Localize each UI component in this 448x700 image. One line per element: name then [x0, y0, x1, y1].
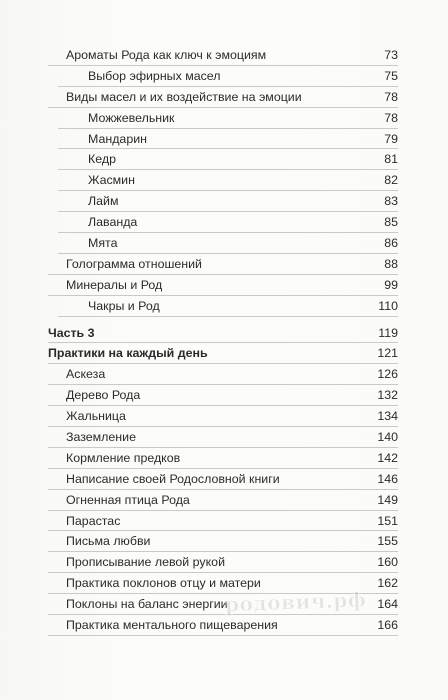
toc-page-number: 83 — [384, 194, 398, 209]
toc-page-number: 160 — [377, 555, 398, 570]
toc-page-number: 126 — [377, 367, 398, 382]
toc-entry-title: Мандарин — [88, 131, 147, 146]
toc-page-number: 166 — [377, 618, 398, 633]
toc-entry-title: Чакры и Род — [88, 298, 160, 313]
toc-entry-title: Письма любви — [66, 534, 151, 549]
toc-page-number: 162 — [377, 576, 398, 591]
toc-entry — [48, 531, 398, 552]
toc-page-number: 119 — [378, 325, 398, 340]
toc-entry-title: Кедр — [88, 152, 116, 167]
toc-page-number: 140 — [377, 430, 398, 445]
toc-entry-title: Лайм — [88, 194, 119, 209]
toc-page-number: 121 — [377, 346, 398, 361]
toc-entry-title: Часть 3 — [48, 325, 95, 340]
toc-entry-title: Практика ментального пищеварения — [66, 618, 278, 633]
toc-entry — [48, 490, 398, 511]
toc-entry — [48, 275, 398, 296]
toc-page-number: 73 — [384, 48, 398, 62]
toc-entry — [48, 448, 398, 469]
toc-entry-title: Голограмма отношений — [66, 256, 202, 271]
toc-page-number: 88 — [384, 256, 398, 271]
site-watermark: родович.рф — [224, 587, 367, 617]
toc-entry-title: Жасмин — [88, 173, 135, 188]
toc-page-number: 86 — [384, 236, 398, 251]
toc-entry-title: Жальница — [66, 409, 126, 424]
toc-page-number: 78 — [384, 110, 398, 125]
toc-page-number: 155 — [377, 534, 398, 549]
toc-page-number: 82 — [384, 173, 398, 188]
toc-section-entry — [48, 343, 398, 364]
toc-section-entry — [48, 323, 398, 344]
toc-entry-title: Практики на каждый день — [48, 346, 208, 361]
toc-entry — [58, 108, 398, 129]
toc-page-number: 110 — [378, 298, 398, 313]
table-of-contents — [48, 45, 398, 636]
toc-page-number: 134 — [377, 409, 398, 424]
toc-page-number: 81 — [384, 152, 398, 167]
toc-entry-title: Написание своей Родословной книги — [66, 471, 280, 486]
toc-entry-title: Аскеза — [66, 367, 106, 382]
toc-page-number: 79 — [384, 131, 398, 146]
toc-entry-title: Выбор эфирных масел — [88, 68, 221, 83]
toc-entry — [48, 615, 398, 636]
toc-entry — [48, 552, 398, 573]
toc-entry-title: Кормление предков — [66, 450, 181, 465]
toc-entry-title: Лаванда — [88, 215, 138, 230]
toc-page-number: 146 — [377, 471, 398, 486]
toc-entry — [58, 212, 398, 233]
toc-entry — [48, 511, 398, 532]
toc-page-number: 75 — [384, 68, 398, 83]
toc-entry — [58, 233, 398, 254]
toc-entry — [48, 364, 398, 385]
toc-entry-title: Парастас — [66, 513, 121, 528]
toc-page-number: 85 — [384, 215, 398, 230]
toc-entry-title: Прописывание левой рукой — [66, 555, 225, 570]
toc-entry — [58, 170, 398, 191]
toc-entry — [58, 149, 398, 170]
toc-entry — [48, 427, 398, 448]
toc-entry — [58, 129, 398, 150]
toc-entry-title: Мята — [88, 236, 118, 251]
toc-page-number: 151 — [377, 513, 398, 528]
toc-entry — [48, 469, 398, 490]
toc-page-number: 142 — [377, 450, 398, 465]
toc-entry — [48, 254, 398, 275]
toc-page-number: 99 — [384, 277, 398, 292]
toc-entry — [48, 406, 398, 427]
toc-entry — [48, 385, 398, 406]
toc-entry — [58, 66, 398, 87]
toc-page-number: 164 — [377, 597, 398, 612]
toc-entry-title: Огненная птица Рода — [66, 492, 190, 507]
toc-page-number: 132 — [377, 388, 398, 403]
toc-entry-title: Дерево Рода — [66, 388, 141, 403]
toc-entry-title: Ароматы Рода как ключ к эмоциям — [66, 48, 267, 62]
toc-entry-title: Практика поклонов отцу и матери — [66, 576, 261, 591]
toc-page-number: 78 — [384, 89, 398, 104]
toc-entry — [58, 191, 398, 212]
toc-entry-title: Заземление — [66, 430, 136, 445]
toc-entry-title: Минералы и Род — [66, 277, 163, 292]
toc-entry-title: Можжевельник — [88, 110, 175, 125]
toc-entry — [58, 296, 398, 317]
toc-entry-title: Виды масел и их воздействие на эмоции — [66, 89, 302, 104]
toc-page-number: 149 — [377, 492, 398, 507]
toc-entry — [48, 45, 398, 66]
toc-entry — [48, 87, 398, 108]
toc-entry-title: Поклоны на баланс энергии — [66, 597, 228, 612]
